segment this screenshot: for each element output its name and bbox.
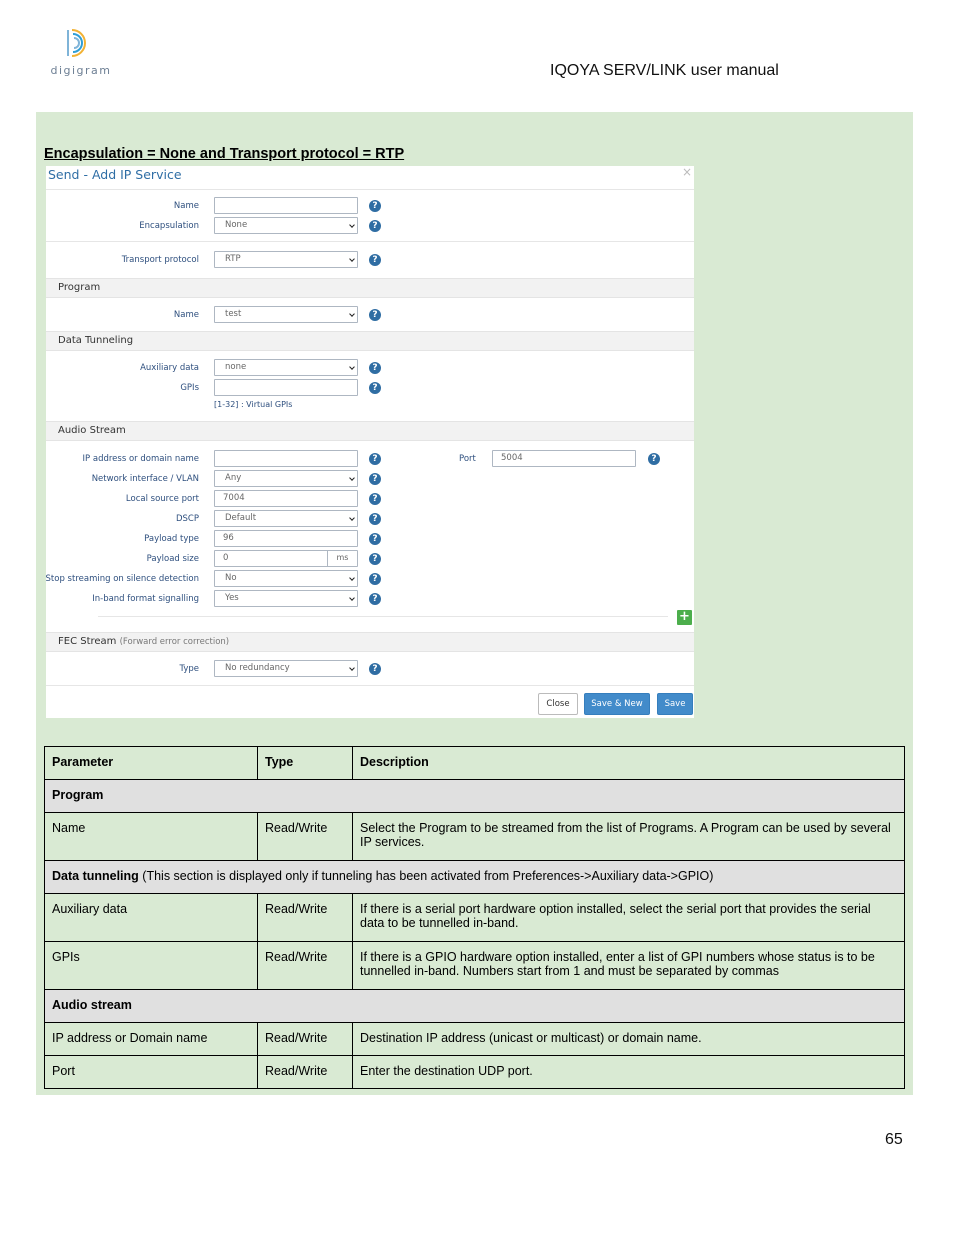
table-cell: Select the Program to be streamed from the list of Programs. A Program can be used by several IP services. <box>353 813 905 861</box>
table-header-row <box>45 747 905 780</box>
help-icon[interactable]: ? <box>369 309 381 321</box>
table-cell: IP address or Domain name <box>45 1023 258 1056</box>
help-icon[interactable]: ? <box>369 254 381 266</box>
transport-protocol-label: Transport protocol <box>121 255 199 265</box>
help-icon[interactable]: ? <box>369 663 381 675</box>
ip-address-input[interactable] <box>214 450 358 467</box>
data-tunneling-section-header <box>46 331 694 351</box>
silence-detection-select[interactable]: No <box>214 570 358 587</box>
table-cell: Destination IP address (unicast or multicast) or domain name. <box>353 1023 905 1056</box>
save-and-new-button[interactable]: Save & New <box>584 693 650 715</box>
table-group-row <box>45 780 905 813</box>
help-icon[interactable]: ? <box>369 553 381 565</box>
data-tunneling-section-title: Data Tunneling <box>58 335 134 346</box>
table-cell: Read/Write <box>258 1023 353 1056</box>
group-label-bold: Data tunneling <box>52 869 139 883</box>
network-interface-select[interactable]: Any <box>214 470 358 487</box>
silence-detection-label: Stop streaming on silence detection <box>45 574 199 584</box>
table-header-cell: Parameter <box>45 747 258 780</box>
table-cell: If there is a serial port hardware option installed, select the serial port that provides the serial data to be tunnelled in-band. <box>353 894 905 942</box>
group-label <box>45 861 905 894</box>
fec-stream-section-title <box>58 636 229 647</box>
table-cell: Read/Write <box>258 1056 353 1089</box>
program-section-title: Program <box>58 282 101 293</box>
table-cell: Read/Write <box>258 894 353 942</box>
fec-type-select[interactable]: No redundancy <box>214 660 358 677</box>
transport-protocol-select[interactable]: RTP <box>214 251 358 268</box>
payload-size-input[interactable] <box>214 550 358 567</box>
auxiliary-data-select[interactable]: none <box>214 359 358 376</box>
group-label: Program <box>45 780 905 813</box>
table-cell: Port <box>45 1056 258 1089</box>
network-interface-label: Network interface / VLAN <box>91 474 199 484</box>
table-cell: If there is a GPIO hardware option installed, enter a list of GPI numbers whose status is to be tunnelled in-band. Numbers start from 1 and must be separated by commas <box>353 942 905 990</box>
program-name-label: Name <box>173 310 199 320</box>
content-panel <box>36 112 913 1095</box>
group-label: Audio stream <box>45 990 905 1023</box>
auxiliary-data-label: Auxiliary data <box>140 363 199 373</box>
program-section-header <box>46 278 694 298</box>
payload-size-value: 0 <box>223 553 229 563</box>
group-label-note: (This section is displayed only if tunneling has been activated from Preferences->Auxiliary data->GPIO) <box>138 869 714 883</box>
divider <box>46 241 694 242</box>
ip-address-label: IP address or domain name <box>82 454 199 464</box>
help-icon[interactable]: ? <box>369 533 381 545</box>
payload-size-label: Payload size <box>146 554 199 564</box>
fec-stream-title: FEC Stream <box>58 636 117 647</box>
encapsulation-label: Encapsulation <box>139 221 199 231</box>
program-name-select[interactable]: test <box>214 306 358 323</box>
help-icon[interactable]: ? <box>369 200 381 212</box>
logo-mark-icon <box>64 26 98 62</box>
logo-text: digigram <box>50 64 112 77</box>
payload-type-label: Payload type <box>144 534 199 544</box>
table-cell: Auxiliary data <box>45 894 258 942</box>
gpis-label: GPIs <box>180 383 199 393</box>
help-icon[interactable]: ? <box>369 453 381 465</box>
digigram-logo <box>50 26 112 78</box>
table-cell: Name <box>45 813 258 861</box>
dialog-title: Send - Add IP Service <box>48 167 182 182</box>
help-icon[interactable]: ? <box>369 473 381 485</box>
save-button[interactable]: Save <box>657 693 693 715</box>
section-heading: Encapsulation = None and Transport protocol = RTP <box>44 146 405 162</box>
table-group-row <box>45 990 905 1023</box>
dscp-label: DSCP <box>175 514 199 524</box>
payload-type-input[interactable]: 96 <box>214 530 358 547</box>
service-name-input[interactable] <box>214 197 358 214</box>
table-cell: Read/Write <box>258 942 353 990</box>
add-ip-service-dialog <box>46 166 694 718</box>
table-cell: Enter the destination UDP port. <box>353 1056 905 1089</box>
divider <box>46 189 694 190</box>
port-input[interactable]: 5004 <box>492 450 636 467</box>
table-header-cell: Description <box>353 747 905 780</box>
help-icon[interactable]: ? <box>369 362 381 374</box>
table-row <box>45 813 905 861</box>
inband-signalling-select[interactable]: Yes <box>214 590 358 607</box>
help-icon[interactable]: ? <box>369 573 381 585</box>
table-cell: Read/Write <box>258 813 353 861</box>
divider <box>46 685 694 686</box>
close-button[interactable]: Close <box>538 693 578 715</box>
inband-signalling-label: In-band format signalling <box>92 594 199 604</box>
table-row <box>45 1023 905 1056</box>
fec-stream-subtitle: (Forward error correction) <box>119 637 230 647</box>
table-row <box>45 894 905 942</box>
encapsulation-select[interactable]: None <box>214 217 358 234</box>
gpis-hint: [1-32] : Virtual GPIs <box>214 400 293 409</box>
help-icon[interactable]: ? <box>648 453 660 465</box>
gpis-input[interactable] <box>214 379 358 396</box>
parameter-table <box>44 746 905 1089</box>
port-label: Port <box>459 454 476 464</box>
table-cell: GPIs <box>45 942 258 990</box>
dscp-select[interactable]: Default <box>214 510 358 527</box>
table-header-cell: Type <box>258 747 353 780</box>
name-label: Name <box>173 201 199 211</box>
fec-type-label: Type <box>179 664 199 674</box>
page-number: 65 <box>885 1131 903 1148</box>
help-icon[interactable]: ? <box>369 382 381 394</box>
payload-size-unit: ms <box>327 550 357 567</box>
table-row <box>45 1056 905 1089</box>
help-icon[interactable]: ? <box>369 220 381 232</box>
fec-stream-section-header <box>46 632 694 652</box>
table-row <box>45 942 905 990</box>
audio-stream-section-title: Audio Stream <box>58 425 126 436</box>
help-icon[interactable]: ? <box>369 493 381 505</box>
help-icon[interactable]: ? <box>369 593 381 605</box>
document-title: IQOYA SERV/LINK user manual <box>550 62 779 79</box>
table-group-row <box>45 861 905 894</box>
help-icon[interactable]: ? <box>369 513 381 525</box>
audio-stream-section-header <box>46 421 694 441</box>
add-stream-icon[interactable]: + <box>677 610 692 625</box>
divider <box>98 616 668 617</box>
local-source-port-input[interactable]: 7004 <box>214 490 358 507</box>
local-source-port-label: Local source port <box>125 494 199 504</box>
dialog-close-icon[interactable]: × <box>681 165 692 179</box>
